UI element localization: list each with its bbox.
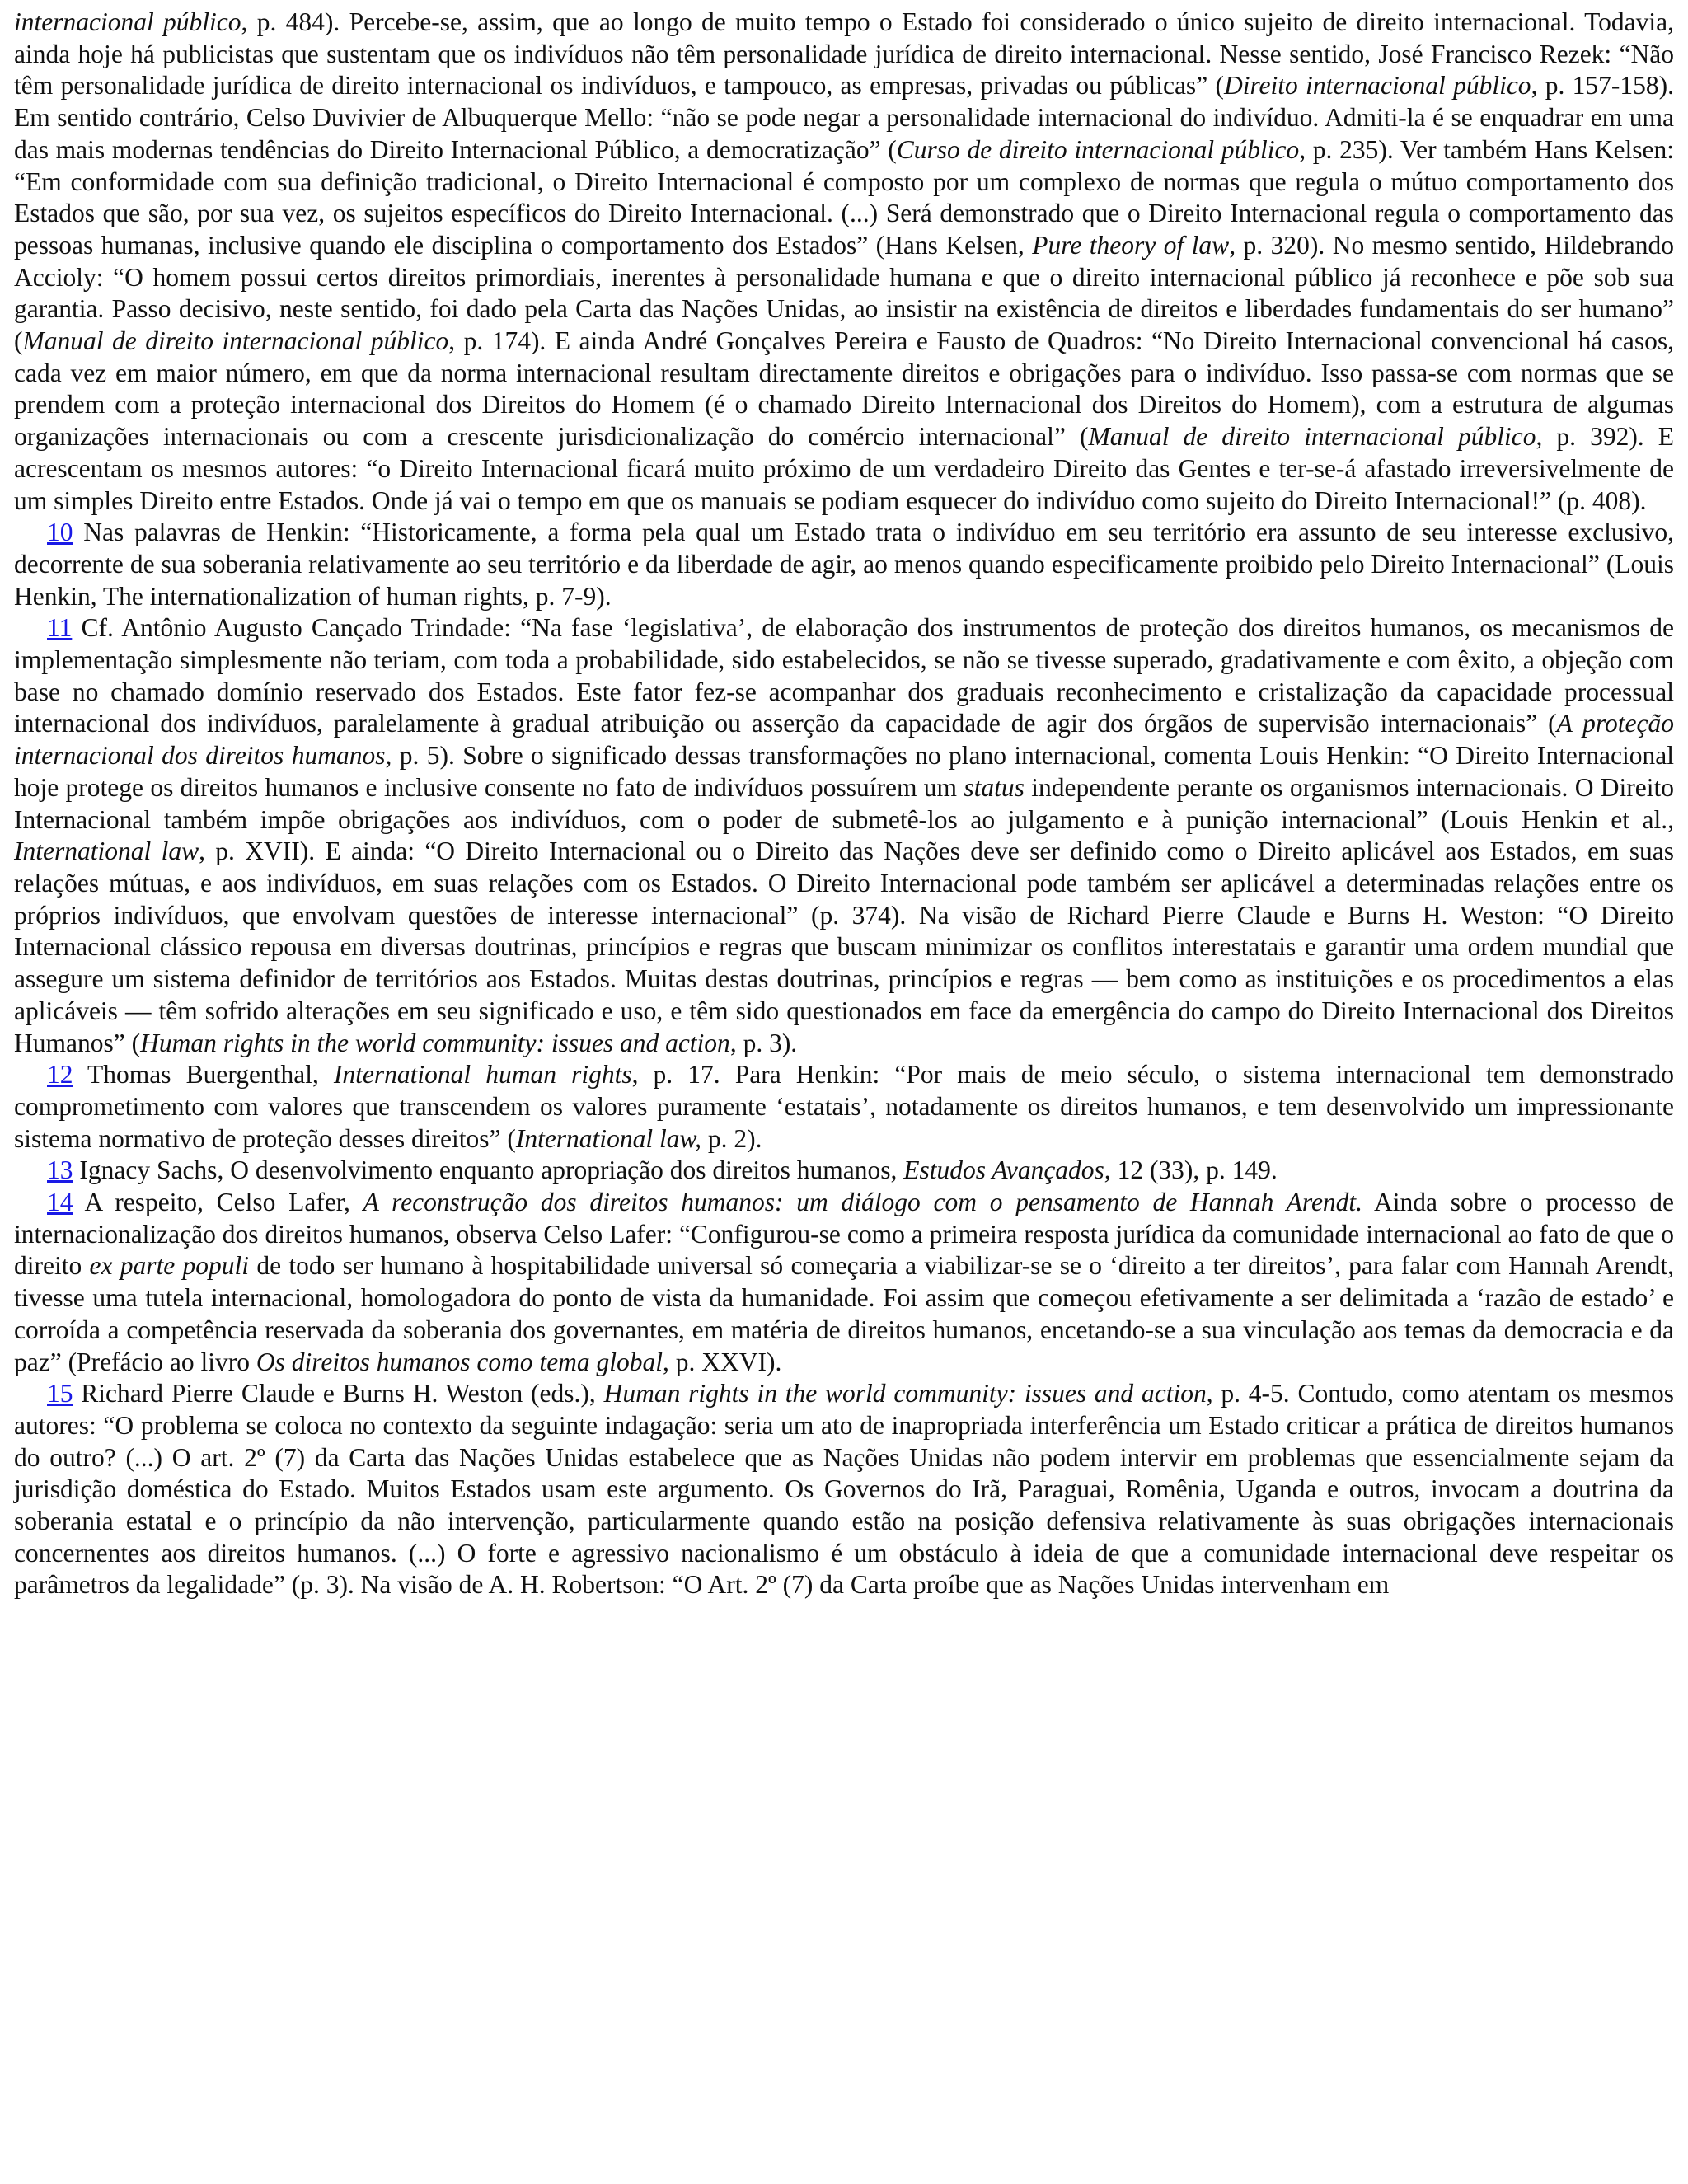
footnote-text: , p. 320). No mesmo sentido, Hildebrando Accioly: “O homem possui certos direitos primordiais, inerentes à personalidade humana e que o direito internacional público já reconhece e põe sob sua garantia. Passo decisivo, neste sentido, foi dado pela Carta das Nações Unidas, ao insistir na existência de direitos e liberdades fundamentais do ser humano” ( (14, 230, 1674, 356)
italic-title: Curso de direito internacional público (896, 134, 1300, 164)
italic-term: ex parte populi (89, 1251, 250, 1281)
footnote-12 (14, 1059, 1674, 1155)
footnote-text: Thomas Buergenthal, (73, 1060, 334, 1090)
footnote-11-link[interactable]: 11 (47, 613, 73, 643)
footnote-15 (14, 1378, 1674, 1601)
footnote-text: Ignacy Sachs, O desenvolvimento enquanto apropriação dos direitos humanos, (73, 1155, 904, 1185)
footnote-12-link[interactable]: 12 (47, 1060, 73, 1090)
footnote-15-link[interactable]: 15 (47, 1379, 73, 1408)
italic-title: Os direitos humanos como tema global (256, 1347, 663, 1376)
footnote-13 (14, 1155, 1674, 1187)
footnote-text: A respeito, Celso Lafer, (73, 1188, 363, 1217)
italic-title: Direito internacional público (1223, 71, 1531, 101)
italic-title: Pure theory of law (1032, 230, 1230, 260)
footnote-text: Richard Pierre Claude e Burns H. Weston (eds.), (73, 1379, 604, 1408)
footnote-text: de todo ser humano à hospitabilidade universal só começaria a viabilizar-se se o ‘direito a ter direitos’, para falar com Hannah Arendt, tivesse uma tutela internacional, homologadora do ponto de vista da humanidade. Foi assim que começou efetivamente a ser delimitada a ‘razão de estado’ e corroída a competência reservada da soberania dos governantes, em matéria de direitos humanos, encetando-se a sua vinculação aos temas da democracia e da paz” (Prefácio ao livro (14, 1251, 1674, 1376)
footnote-text: Ainda sobre o processo de internacionalização dos direitos humanos, observa Celso Lafer: “Configurou-se como a primeira resposta jurídica da comunidade internacional ao fato de que o direito (14, 1188, 1674, 1281)
footnote-text: , p. 174). E ainda André Gonçalves Pereira e Fausto de Quadros: “No Direito Internacional convencional há casos, cada vez em maior número, em que da norma internacional resultam directamente direitos e obrigações para o indivíduo. Isso passa-se com normas que se prendem com a proteção internacional dos Direitos do Homem (é o chamado Direito Internacional dos Direitos do Homem), com a estrutura de algumas organizações internacionais ou com a crescente jurisdicionalização do comércio internacional” ( (14, 326, 1675, 452)
footnote-14 (14, 1187, 1674, 1378)
footnote-text: Cf. Antônio Augusto Cançado Trindade: “Na fase ‘legislativa’, de elaboração dos instrumentos de proteção dos direitos humanos, os mecanismos de implementação simplesmente não teriam, com toda a probabilidade, sido estabelecidos, se não se tivesse superado, gradativamente e com êxito, a objeção com base no chamado domínio reservado dos Estados. Este fator fez-se acompanhar dos graduais reconhecimento e cristalização da capacidade processual internacional dos indivíduos, paralelamente à gradual atribuição ou asserção da capacidade de agir dos órgãos de supervisão internacionais” ( (14, 613, 1674, 738)
italic-title: Human rights in the world community: issues and action (603, 1379, 1207, 1408)
footnote-text: , p. 235). Ver também Hans Kelsen: “Em conformidade com sua definição tradicional, o Direito Internacional é composto por um complexo de normas que regula o mútuo comportamento dos Estados que são, por sua vez, os sujeitos específicos do Direito Internacional. (...) Será demonstrado que o Direito Internacional regula o comportamento das pessoas humanas, inclusive quando ele disciplina o comportamento dos Estados” (Hans Kelsen, (14, 134, 1675, 260)
footnote-text: , p. 17. Para Henkin: “Por mais de meio século, o sistema internacional tem demonstrado comprometimento com valores que transcendem os valores puramente ‘estatais’, notadamente os direitos humanos, e tem desenvolvido um impressionante sistema normativo de proteção desses direitos” ( (14, 1060, 1674, 1153)
italic-title: Estudos Avançados, (903, 1155, 1111, 1185)
footnote-text: , p. 4-5. Contudo, como atentam os mesmos autores: “O problema se coloca no contexto da seguinte indagação: seria um ato de inapropriada interferência um Estado criticar a prática de direitos humanos do outro? (...) O art. 2º (7) da Carta das Nações Unidas estabelece que as Nações Unidas não podem intervir em problemas que essencialmente sejam da jurisdição doméstica do Estado. Muitos Estados usam este argumento. Os Governos do Irã, Paraguai, Romênia, Uganda e outros, invocam a doutrina da soberania estatal e o princípio da não intervenção, particularmente quando estão na posição defensiva relativamente às suas obrigações internacionais concernentes aos direitos humanos. (...) O forte e agressivo nacionalismo é um obstáculo à ideia de que a comunidade internacional deve respeitar os parâmetros da legalidade” (p. 3). Na visão de A. H. Robertson: “O Art. 2º (7) da Carta proíbe que as Nações Unidas intervenham em (14, 1379, 1674, 1600)
italic-title: A proteção internacional dos direitos humanos (14, 709, 1674, 771)
italic-title: internacional público (14, 7, 241, 36)
footnote-11 (14, 612, 1674, 1059)
footnote-10 (14, 517, 1674, 612)
italic-title: International human rights (333, 1060, 632, 1090)
footnote-text: , p. XVII). E ainda: “O Direito Internacional ou o Direito das Nações deve ser definido como o Direito aplicável aos Estados, em suas relações mútuas, e aos indivíduos, em suas relações com os Estados. O Direito Internacional pode também ser aplicável a determinadas relações entre os próprios indivíduos, que envolvam questões de interesse internacional” (p. 374). Na visão de Richard Pierre Claude e Burns H. Weston: “O Direito Internacional clássico repousa em diversas doutrinas, princípios e regras que buscam minimizar os conflitos interestatais e garantir uma ordem mundial que assegure um sistema definidor de territórios aos Estados. Muitas destas doutrinas, princípios e regras — bem como as instituições e os procedimentos a elas aplicáveis — têm sofrido alterações em seu significado e uso, e têm sido questionados em face da emergência do campo do Direito Internacional dos Direitos Humanos” ( (14, 837, 1675, 1057)
footnote-text: p. 2). (701, 1123, 762, 1153)
footnote-text: Nas palavras de Henkin: “Historicamente, a forma pela qual um Estado trata o indivíduo em seu território era assunto de seu interesse exclusivo, decorrente de sua soberania relativamente ao seu território e da liberdade de agir, ao menos quando especificamente proibido pelo Direito Internacional” (Louis Henkin, The internationalization of human rights, p. 7-9). (14, 518, 1674, 611)
footnote-14-link[interactable]: 14 (47, 1188, 73, 1217)
italic-title: Manual de direito internacional público (1088, 422, 1536, 452)
footnote-text: , p. 157-158). Em sentido contrário, Celso Duvivier de Albuquerque Mello: “não se pode negar a personalidade internacional do indivíduo. Admiti-la é se enquadrar em uma das mais modernas tendências do Direito Internacional Público, a democratização” ( (14, 71, 1674, 164)
italic-title: Human rights in the world community: issues and action (140, 1028, 730, 1057)
footnote-10-link[interactable]: 10 (47, 518, 73, 547)
footnote-text: 12 (33), p. 149. (1110, 1155, 1278, 1185)
footnote-text: , p. 5). Sobre o significado dessas transformações no plano internacional, comenta Louis Henkin: “O Direito Internacional hoje protege os direitos humanos e inclusive consente no fato de indivíduos possuírem um (14, 741, 1674, 802)
footnote-text: independente perante os organismos internacionais. O Direito Internacional também impõe obrigações aos indivíduos, com o poder de submetê-los ao julgamento e à punição internacional” (Louis Henkin et al., (14, 772, 1674, 834)
footnote-13-link[interactable]: 13 (47, 1155, 73, 1185)
italic-title: International law, (515, 1123, 701, 1153)
footnote-text: , p. 3). (729, 1028, 798, 1057)
footnote-text: , p. 392). E acrescentam os mesmos autores: “o Direito Internacional ficará muito próximo de um verdadeiro Direito das Gentes e ter-se-á afastado irreversivelmente de um simples Direito entre Estados. Onde já vai o tempo em que os manuais se podiam esquecer do indivíduo como sujeito do Direito Internacional!” (p. 408). (14, 422, 1674, 515)
footnote-continuation (14, 7, 1674, 517)
footnote-text: , p. 484). Percebe-se, assim, que ao longo de muito tempo o Estado foi considerado o único sujeito de direito internacional. Todavia, ainda hoje há publicistas que sustentam que os indivíduos não têm personalidade jurídica de direito internacional. Nesse sentido, José Francisco Rezek: “Não têm personalidade jurídica de direito internacional os indivíduos, e tampouco, as empresas, privadas ou públicas” ( (14, 7, 1674, 101)
italic-title: A reconstrução dos direitos humanos: um diálogo com o pensamento de Hannah Arendt. (363, 1188, 1363, 1217)
footnote-text: , p. XXVI). (663, 1347, 782, 1376)
italic-title: Manual de direito internacional público (22, 326, 449, 356)
italic-term: status (964, 772, 1025, 802)
italic-title: International law (14, 837, 199, 866)
